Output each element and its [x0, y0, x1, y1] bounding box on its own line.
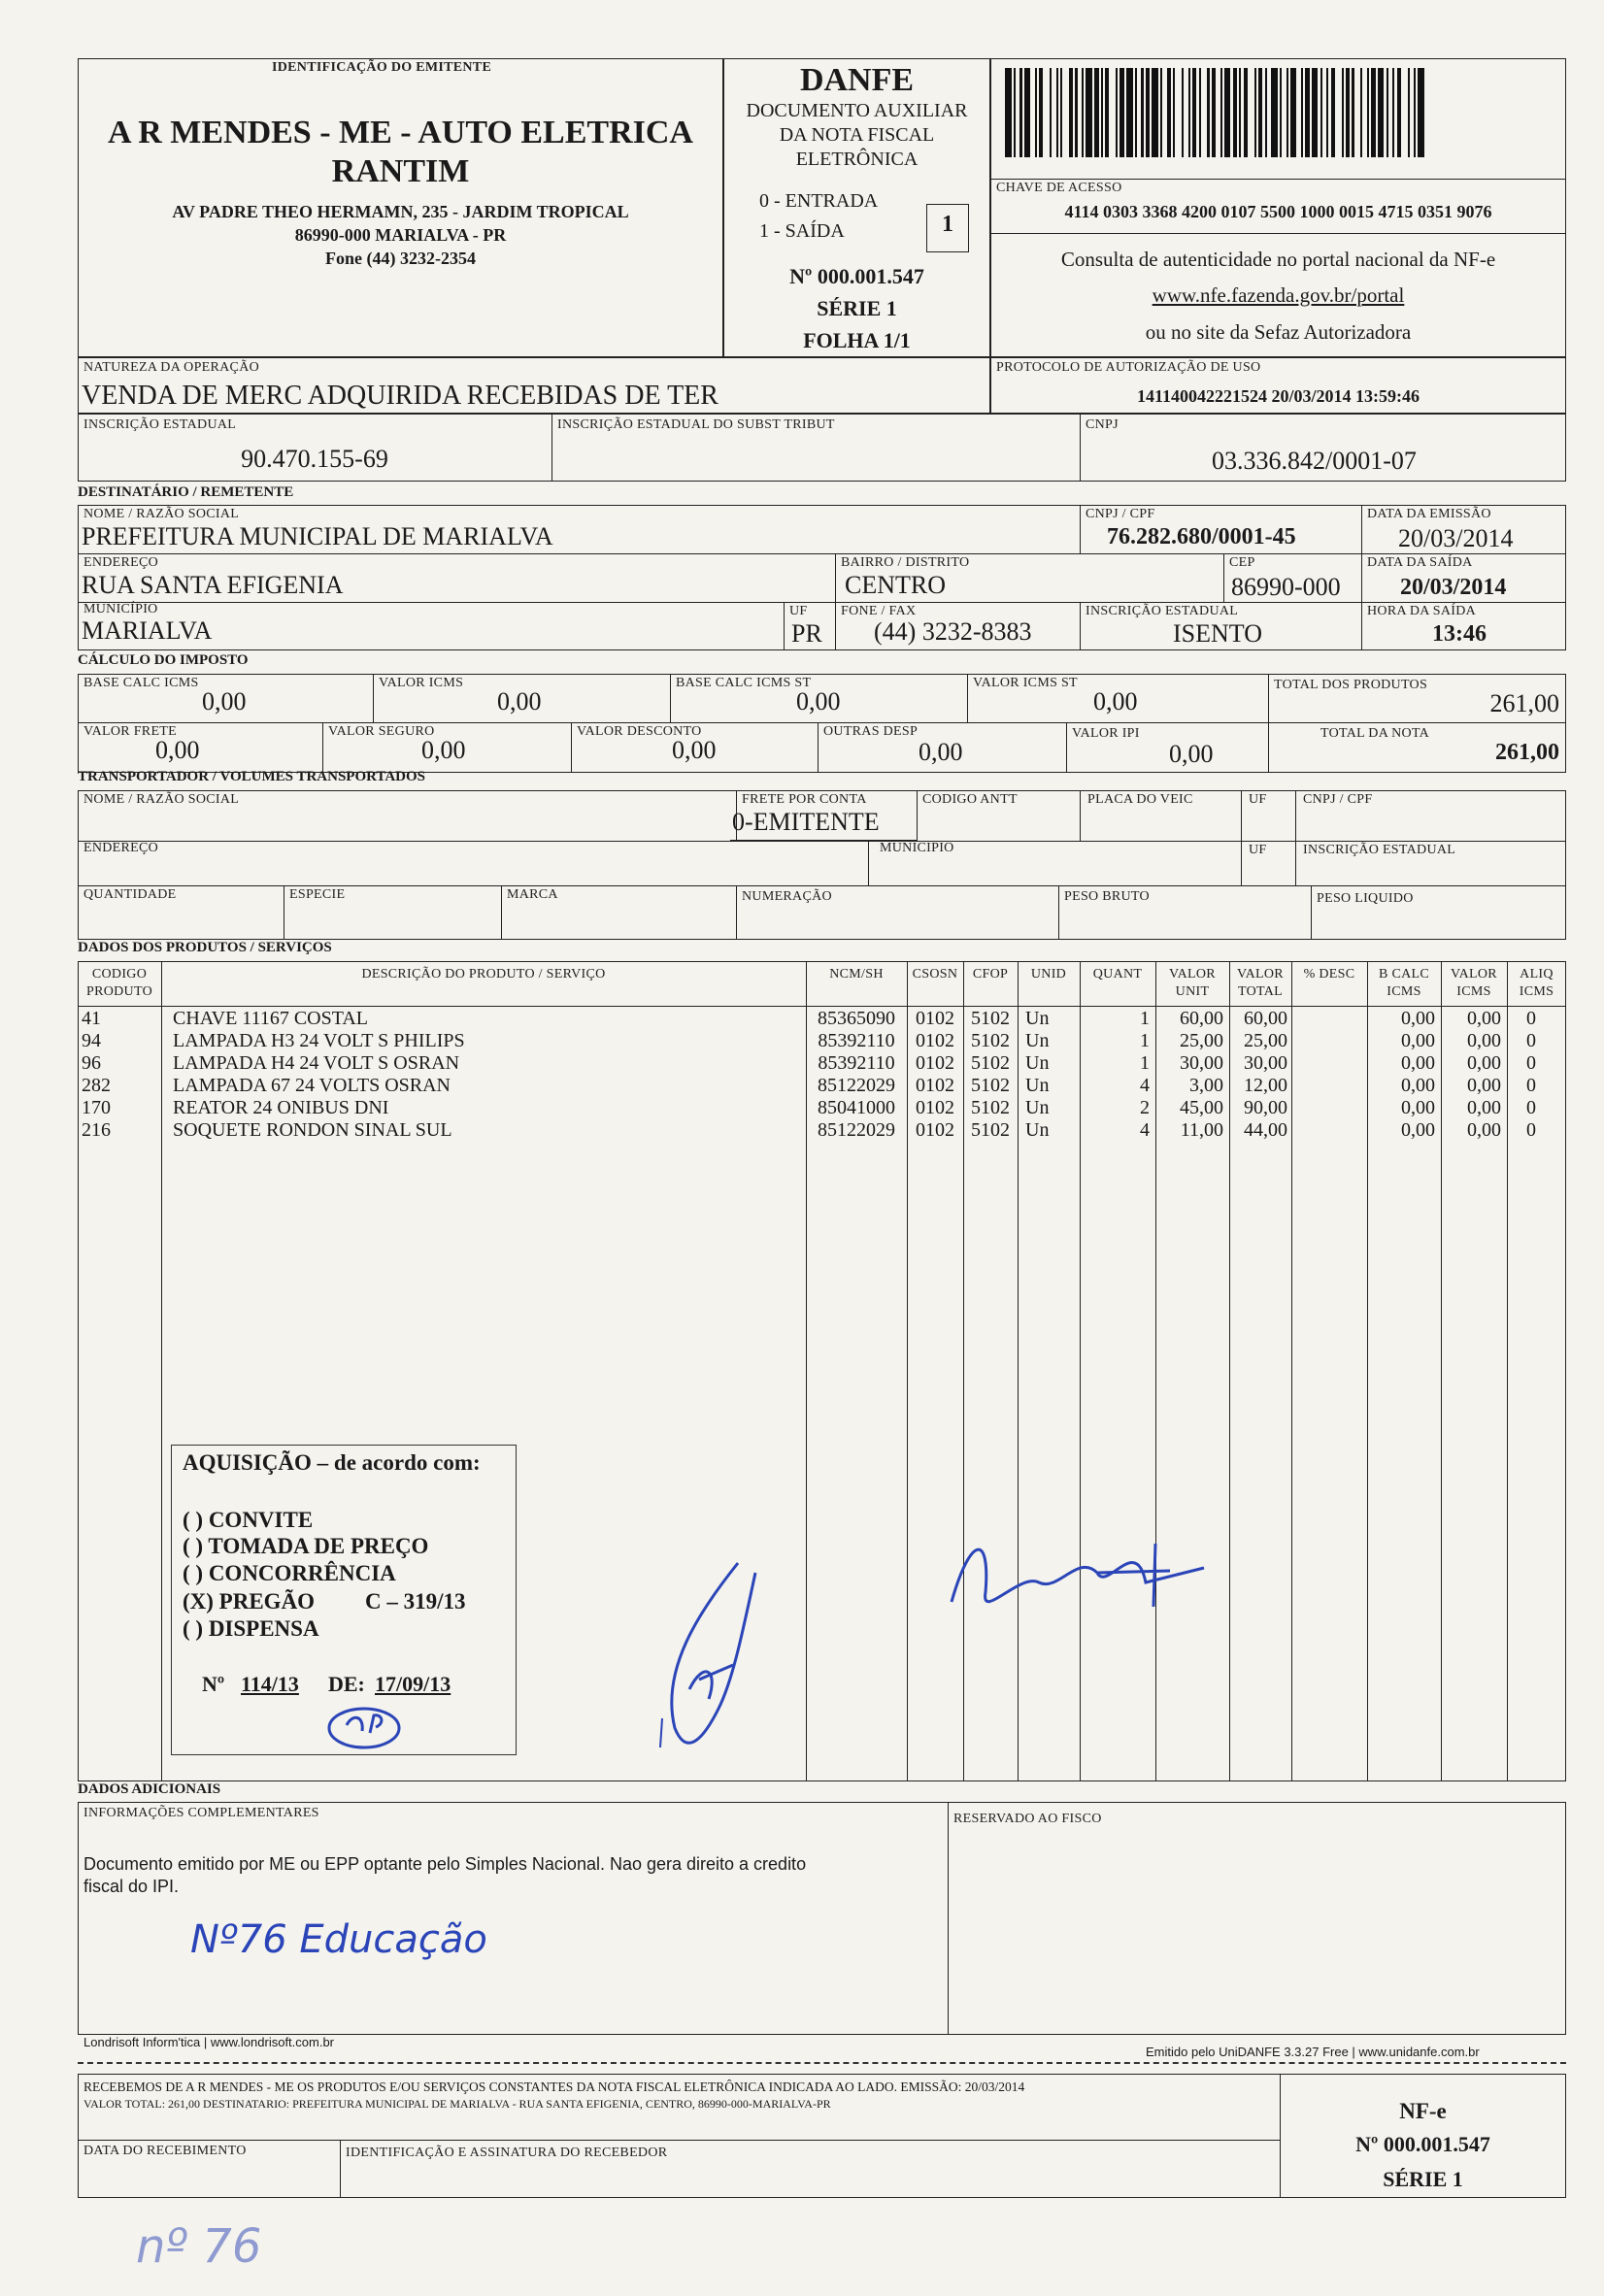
product-unid: Un	[1025, 1052, 1050, 1074]
product-descricao: CHAVE 11167 COSTAL	[173, 1008, 369, 1029]
dest-cnpj-label: CNPJ / CPF	[1086, 507, 1155, 521]
outras-label: OUTRAS DESP	[823, 724, 919, 739]
danfe-saida: 1 - SAÍDA	[759, 220, 845, 242]
stamp-convite: ( ) CONVITE	[183, 1508, 314, 1532]
hdr-desc: % DESC	[1303, 967, 1355, 982]
product-unid: Un	[1025, 1097, 1050, 1118]
product-vicms: 0,00	[1467, 1119, 1501, 1141]
canhoto-line-1: RECEBEMOS DE A R MENDES - ME OS PRODUTOS E/OU SERVIÇOS CONSTANTES DA NOTA FISCAL ELETRÔNICA INDICADA AO LADO. EMISSÃO: 20/03/2014	[84, 2080, 1025, 2094]
dest-fone: (44) 3232-8383	[874, 617, 1032, 646]
emitente-label: IDENTIFICAÇÃO DO EMITENTE	[272, 60, 492, 75]
dest-nome-label: NOME / RAZÃO SOCIAL	[84, 507, 240, 521]
product-aliq: 0	[1526, 1008, 1536, 1029]
dest-saida-label: DATA DA SAÍDA	[1367, 555, 1473, 570]
product-csosn: 0102	[916, 1119, 954, 1141]
produtos-col-line	[1291, 961, 1292, 1781]
footer-left: Londrisoft Inform'tica | www.londrisoft.com.br	[84, 2035, 335, 2049]
danfe-numero: Nº 000.001.547	[789, 264, 924, 288]
valor-st-label: VALOR ICMS ST	[973, 676, 1078, 690]
transportador-section: TRANSPORTADOR / VOLUMES TRANSPORTADOS	[78, 769, 426, 784]
trans-numeracao-label: NUMERAÇÃO	[742, 889, 832, 904]
ie-label: INSCRIÇÃO ESTADUAL	[84, 417, 237, 432]
info-label: INFORMAÇÕES COMPLEMENTARES	[84, 1806, 319, 1820]
trans-marca-label: MARCA	[507, 887, 558, 902]
valor-icms: 0,00	[497, 687, 542, 715]
hdr-codigo-2: PRODUTO	[86, 984, 152, 999]
product-aliq: 0	[1526, 1075, 1536, 1096]
danfe-subtitle-1: DOCUMENTO AUXILIAR	[746, 100, 968, 121]
dest-div-a	[1080, 505, 1081, 553]
dest-endereco: RUA SANTA EFIGENIA	[82, 571, 344, 599]
product-vtotal: 60,00	[1244, 1008, 1287, 1029]
product-descricao: REATOR 24 ONIBUS DNI	[173, 1097, 389, 1118]
product-bcalc: 0,00	[1401, 1030, 1435, 1051]
product-unid: Un	[1025, 1075, 1050, 1096]
ie-value: 90.470.155-69	[241, 445, 388, 473]
product-vtotal: 30,00	[1244, 1052, 1287, 1074]
trans-frete: 0-EMITENTE	[732, 808, 880, 836]
chave-value: 4114 0303 3368 4200 0107 5500 1000 0015 4715 0351 9076	[1064, 202, 1492, 221]
danfe-serie: SÉRIE 1	[817, 296, 897, 320]
product-quant: 4	[1140, 1075, 1150, 1096]
adicionais-divider	[948, 1802, 949, 2035]
hdr-vunit-1: VALOR	[1169, 967, 1216, 982]
dest-cep: 86990-000	[1231, 573, 1341, 601]
danfe-entrada: 0 - ENTRADA	[759, 190, 879, 212]
dest-bairro-label: BAIRRO / DISTRITO	[841, 555, 970, 570]
imp-div-3	[967, 674, 968, 722]
dest-div-f	[1080, 602, 1081, 650]
product-quant: 1	[1140, 1052, 1150, 1074]
product-bcalc: 0,00	[1401, 1119, 1435, 1141]
chave-label: CHAVE DE ACESSO	[996, 181, 1122, 195]
trans-div-4	[1241, 790, 1242, 885]
danfe-title: DANFE	[799, 62, 915, 98]
protocolo-label: PROTOCOLO DE AUTORIZAÇÃO DE USO	[996, 360, 1261, 375]
dest-row-line-2	[78, 602, 1566, 603]
danfe-tipo: 1	[942, 212, 953, 237]
product-codigo: 170	[82, 1097, 111, 1118]
hdr-cfop: CFOP	[972, 967, 1009, 982]
imp-div-5	[322, 722, 323, 773]
product-cfop: 5102	[971, 1097, 1010, 1118]
chave-divider-2	[990, 233, 1566, 234]
trans-municipio-label: MUNICIPIO	[880, 841, 954, 855]
product-aliq: 0	[1526, 1097, 1536, 1118]
protocolo-value: 141140042221524 20/03/2014 13:59:46	[1137, 386, 1420, 406]
imposto-section: CÁLCULO DO IMPOSTO	[78, 652, 249, 668]
canhoto-line-2: VALOR TOTAL: 261,00 DESTINATARIO: PREFEITURA MUNICIPAL DE MARIALVA - RUA SANTA EFIGENIA, CENTRO, 86990-000-MARIALVA-PR	[84, 2097, 831, 2111]
cnpj-emit-value: 03.336.842/0001-07	[1212, 447, 1417, 475]
cnpj-emit-label: CNPJ	[1086, 417, 1119, 432]
emitente-phone: Fone (44) 3232-2354	[325, 249, 476, 268]
hdr-descricao: DESCRIÇÃO DO PRODUTO / SERVIÇO	[361, 967, 606, 982]
trans-div-11	[1311, 885, 1312, 940]
product-cfop: 5102	[971, 1075, 1010, 1096]
danfe-subtitle-2: DA NOTA FISCAL	[779, 124, 935, 146]
canhoto-numero: Nº 000.001.547	[1355, 2132, 1490, 2156]
dest-cnpj: 76.282.680/0001-45	[1107, 524, 1296, 549]
canhoto-div-data	[340, 2140, 341, 2198]
product-vtotal: 44,00	[1244, 1119, 1287, 1141]
hdr-quant: QUANT	[1092, 967, 1143, 982]
product-unid: Un	[1025, 1119, 1050, 1141]
product-ncm: 85392110	[818, 1052, 895, 1074]
product-codigo: 282	[82, 1075, 111, 1096]
product-vunit: 3,00	[1189, 1075, 1223, 1096]
dest-saida: 20/03/2014	[1400, 575, 1507, 600]
dest-emissao-label: DATA DA EMISSÃO	[1367, 507, 1491, 521]
product-vicms: 0,00	[1467, 1075, 1501, 1096]
total-nota: 261,00	[1495, 740, 1559, 765]
ipi-label: VALOR IPI	[1072, 726, 1140, 741]
trans-ie-label: INSCRIÇÃO ESTADUAL	[1303, 843, 1456, 857]
hdr-vunit-2: UNIT	[1175, 984, 1210, 999]
trans-div-9	[736, 885, 737, 940]
trans-div-10	[1058, 885, 1059, 940]
valor-icms-label: VALOR ICMS	[379, 676, 464, 690]
dest-endereco-label: ENDEREÇO	[84, 555, 159, 570]
dest-uf-divider	[784, 602, 785, 650]
dest-ie: ISENTO	[1173, 619, 1262, 648]
produtos-section: DADOS DOS PRODUTOS / SERVIÇOS	[78, 940, 332, 955]
product-quant: 4	[1140, 1119, 1150, 1141]
product-vicms: 0,00	[1467, 1097, 1501, 1118]
emitente-name-2: RANTIM	[331, 153, 470, 189]
hdr-bcalc-2: ICMS	[1387, 984, 1421, 999]
base-icms: 0,00	[202, 687, 247, 715]
dest-div-d	[1223, 553, 1224, 602]
stamp-num-label: Nº	[202, 1672, 225, 1696]
canhoto-serie: SÉRIE 1	[1383, 2167, 1463, 2191]
trans-div-6	[868, 841, 869, 885]
valor-st: 0,00	[1093, 687, 1138, 715]
base-st: 0,00	[796, 687, 841, 715]
seguro-label: VALOR SEGURO	[328, 724, 435, 739]
product-csosn: 0102	[916, 1030, 954, 1051]
trans-placa-label: PLACA DO VEIC	[1087, 792, 1193, 807]
stamp-tomada: ( ) TOMADA DE PREÇO	[183, 1534, 429, 1558]
product-codigo: 41	[82, 1008, 101, 1029]
product-vtotal: 25,00	[1244, 1030, 1287, 1051]
trans-peso-bruto-label: PESO BRUTO	[1064, 889, 1150, 904]
product-vunit: 11,00	[1180, 1119, 1223, 1141]
produtos-header-line	[78, 1006, 1566, 1007]
dest-fone-label: FONE / FAX	[841, 604, 917, 618]
product-vicms: 0,00	[1467, 1008, 1501, 1029]
hdr-aliq-1: ALIQ	[1520, 967, 1554, 982]
product-unid: Un	[1025, 1008, 1050, 1029]
dest-hora: 13:46	[1432, 621, 1487, 647]
dest-uf-label: UF	[789, 604, 808, 618]
dest-municipio-label: MUNICÍPIO	[84, 602, 158, 616]
dest-ie-label: INSCRIÇÃO ESTADUAL	[1086, 604, 1239, 618]
product-ncm: 85365090	[818, 1008, 895, 1029]
hdr-vicms-1: VALOR	[1451, 967, 1497, 982]
product-aliq: 0	[1526, 1119, 1536, 1141]
barcode	[1005, 68, 1549, 157]
stamp-num: 114/13	[241, 1672, 299, 1696]
desconto: 0,00	[672, 736, 717, 764]
product-vicms: 0,00	[1467, 1030, 1501, 1051]
chave-site: ou no site da Sefaz Autorizadora	[1145, 320, 1412, 344]
product-quant: 1	[1140, 1008, 1150, 1029]
trans-uf2-label: UF	[1249, 843, 1267, 857]
stamp-title: AQUISIÇÃO – de acordo com:	[183, 1450, 481, 1475]
desconto-label: VALOR DESCONTO	[577, 724, 702, 739]
chave-consulta: Consulta de autenticidade no portal nacional da NF-e	[1060, 248, 1496, 271]
product-bcalc: 0,00	[1401, 1052, 1435, 1074]
trans-qtd-label: QUANTIDADE	[84, 887, 177, 902]
product-csosn: 0102	[916, 1052, 954, 1074]
stamp-dispensa: ( ) DISPENSA	[183, 1616, 319, 1641]
dest-cep-label: CEP	[1229, 555, 1255, 570]
danfe-folha: FOLHA 1/1	[803, 328, 911, 352]
product-csosn: 0102	[916, 1075, 954, 1096]
product-descricao: LAMPADA H4 24 VOLT S OSRAN	[173, 1052, 460, 1074]
product-vtotal: 90,00	[1244, 1097, 1287, 1118]
stamp-pregao: (X) PREGÃO	[183, 1589, 316, 1614]
product-csosn: 0102	[916, 1097, 954, 1118]
natureza-label: NATUREZA DA OPERAÇÃO	[84, 360, 260, 375]
base-st-label: BASE CALC ICMS ST	[676, 676, 812, 690]
hdr-vicms-2: ICMS	[1456, 984, 1491, 999]
total-prod-label: TOTAL DOS PRODUTOS	[1274, 678, 1428, 692]
imposto-row-line	[78, 722, 1566, 723]
stamp-concorrencia: ( ) CONCORRÊNCIA	[183, 1561, 396, 1585]
trans-nome-label: NOME / RAZÃO SOCIAL	[84, 792, 240, 807]
product-bcalc: 0,00	[1401, 1097, 1435, 1118]
destinatario-section: DESTINATÁRIO / REMETENTE	[78, 484, 294, 500]
trans-div-8	[501, 885, 502, 940]
product-vtotal: 12,00	[1244, 1075, 1287, 1096]
trans-cnpj-label: CNPJ / CPF	[1303, 792, 1373, 807]
dest-uf: PR	[791, 619, 822, 648]
frete-label: VALOR FRETE	[84, 724, 177, 739]
product-aliq: 0	[1526, 1030, 1536, 1051]
inscricao-div-2	[1080, 414, 1081, 482]
footer-right: Emitido pelo UniDANFE 3.3.27 Free | www.unidanfe.com.br	[1146, 2045, 1480, 2059]
ipi: 0,00	[1169, 740, 1214, 768]
trans-div-5	[1295, 790, 1296, 885]
trans-peso-liquido-label: PESO LIQUIDO	[1317, 891, 1414, 906]
trans-div-3	[1080, 790, 1081, 841]
imp-div-8	[1066, 722, 1067, 773]
info-line-1: Documento emitido por ME ou EPP optante pelo Simples Nacional. Nao gera direito a credito	[84, 1854, 807, 1874]
total-prod: 261,00	[1489, 689, 1559, 717]
hdr-unid: UNID	[1030, 967, 1067, 982]
hdr-aliq-2: ICMS	[1519, 984, 1554, 999]
product-descricao: LAMPADA H3 24 VOLT S PHILIPS	[173, 1030, 465, 1051]
produtos-col-line	[1018, 961, 1019, 1781]
emitente-city: 86990-000 MARIALVA - PR	[294, 225, 507, 245]
hdr-vtotal-1: VALOR	[1237, 967, 1284, 982]
product-unid: Un	[1025, 1030, 1050, 1051]
cut-line	[78, 2062, 1566, 2064]
product-csosn: 0102	[916, 1008, 954, 1029]
product-ncm: 85122029	[818, 1119, 895, 1141]
frete: 0,00	[155, 736, 200, 764]
product-descricao: LAMPADA 67 24 VOLTS OSRAN	[173, 1075, 451, 1096]
stamp-de: 17/09/13	[375, 1672, 451, 1696]
imp-div-7	[818, 722, 819, 773]
chave-divider	[990, 179, 1566, 180]
signature-right	[913, 1514, 1223, 1641]
product-vicms: 0,00	[1467, 1052, 1501, 1074]
product-cfop: 5102	[971, 1052, 1010, 1074]
canhoto-ident-label: IDENTIFICAÇÃO E ASSINATURA DO RECEBEDOR	[346, 2146, 668, 2160]
product-vunit: 45,00	[1180, 1097, 1223, 1118]
trans-div-2	[917, 790, 918, 841]
product-codigo: 94	[82, 1030, 101, 1051]
product-descricao: SOQUETE RONDON SINAL SUL	[173, 1119, 452, 1141]
trans-especie-label: ESPECIE	[289, 887, 346, 902]
total-nota-label: TOTAL DA NOTA	[1320, 726, 1430, 741]
product-bcalc: 0,00	[1401, 1075, 1435, 1096]
emitente-address: AV PADRE THEO HERMAMN, 235 - JARDIM TROPICAL	[172, 202, 629, 221]
dest-municipio: MARIALVA	[82, 616, 213, 645]
hdr-vtotal-2: TOTAL	[1237, 984, 1283, 999]
trans-row-line-1	[78, 841, 1566, 842]
product-bcalc: 0,00	[1401, 1008, 1435, 1029]
outras: 0,00	[919, 738, 963, 766]
product-cfop: 5102	[971, 1008, 1010, 1029]
product-cfop: 5102	[971, 1030, 1010, 1051]
product-vunit: 60,00	[1180, 1008, 1223, 1029]
dest-nome: PREFEITURA MUNICIPAL DE MARIALVA	[82, 522, 553, 550]
stamp-de-label: DE:	[328, 1672, 365, 1696]
stamp-pregao-num: C – 319/13	[365, 1589, 466, 1614]
natureza-value: VENDA DE MERC ADQUIRIDA RECEBIDAS DE TER	[82, 381, 718, 411]
product-quant: 2	[1140, 1097, 1150, 1118]
inscricao-div-1	[551, 414, 552, 482]
info-line-2: fiscal do IPI.	[84, 1877, 180, 1896]
canhoto-nfe: NF-e	[1399, 2099, 1447, 2123]
fisco-label: RESERVADO AO FISCO	[953, 1812, 1102, 1826]
signature-left	[641, 1553, 777, 1767]
dest-div-b	[1361, 505, 1362, 650]
product-codigo: 216	[82, 1119, 111, 1141]
dest-emissao: 20/03/2014	[1398, 524, 1514, 552]
product-vunit: 30,00	[1180, 1052, 1223, 1074]
hdr-csosn: CSOSN	[912, 967, 958, 982]
canhoto-data-label: DATA DO RECEBIMENTO	[84, 2144, 247, 2158]
dest-div-c	[835, 553, 836, 650]
product-ncm: 85122029	[818, 1075, 895, 1096]
ie-st-label: INSCRIÇÃO ESTADUAL DO SUBST TRIBUT	[557, 417, 835, 432]
base-icms-label: BASE CALC ICMS	[84, 676, 199, 690]
chave-url[interactable]: www.nfe.fazenda.gov.br/portal	[1152, 283, 1405, 307]
dest-row-line-1	[78, 553, 1566, 554]
product-cfop: 5102	[971, 1119, 1010, 1141]
imp-div-6	[571, 722, 572, 773]
danfe-subtitle-3: ELETRÔNICA	[795, 149, 919, 170]
emitente-name-1: A R MENDES - ME - AUTO ELETRICA	[108, 115, 693, 150]
product-vunit: 25,00	[1180, 1030, 1223, 1051]
trans-antt-label: CODIGO ANTT	[922, 792, 1018, 807]
hdr-bcalc-1: B CALC	[1379, 967, 1429, 982]
product-aliq: 0	[1526, 1052, 1536, 1074]
trans-row-line-2	[78, 885, 1566, 886]
product-ncm: 85392110	[818, 1030, 895, 1051]
trans-frete-label: FRETE POR CONTA	[742, 792, 867, 807]
adicionais-section: DADOS ADICIONAIS	[78, 1781, 221, 1797]
bottom-handwritten: nº 76	[136, 2219, 262, 2274]
dest-bairro: CENTRO	[845, 571, 946, 599]
handwritten-note: Nº76 Educação	[190, 1917, 487, 1962]
trans-endereco-label: ENDEREÇO	[84, 841, 159, 855]
stamp-initials	[325, 1704, 403, 1752]
product-quant: 1	[1140, 1030, 1150, 1051]
trans-uf-label: UF	[1249, 792, 1267, 807]
product-ncm: 85041000	[818, 1097, 895, 1118]
hdr-codigo-1: CODIGO	[91, 967, 148, 982]
imp-div-2	[670, 674, 671, 722]
seguro: 0,00	[421, 736, 466, 764]
imp-div-1	[373, 674, 374, 722]
dest-hora-label: HORA DA SAÍDA	[1367, 604, 1477, 618]
canhoto-row-line	[78, 2140, 1280, 2141]
produtos-col-line	[161, 961, 162, 1781]
hdr-ncm: NCM/SH	[829, 967, 884, 982]
product-codigo: 96	[82, 1052, 101, 1074]
